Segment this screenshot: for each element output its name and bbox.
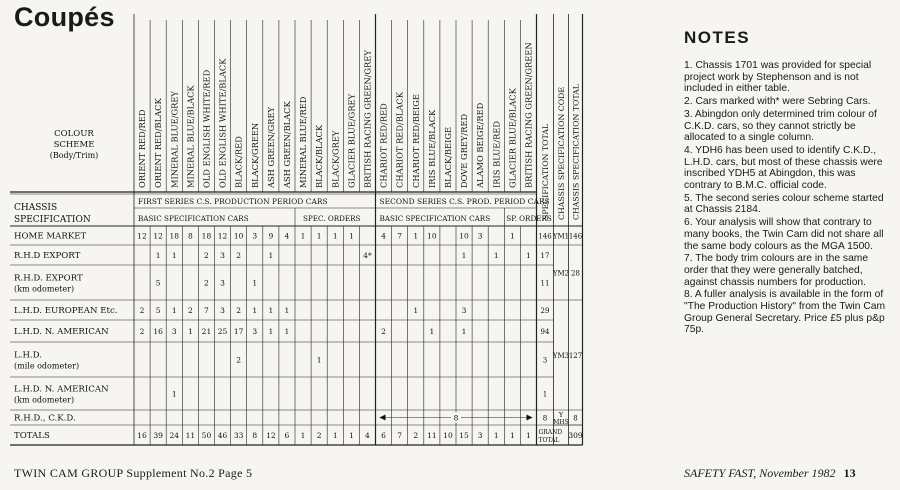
cell-value: 1 (509, 231, 515, 241)
grand-total-label: GRAND (538, 429, 563, 436)
cell-value: 15 (459, 431, 469, 440)
colour-column-header: ORIENT RED/RED (137, 109, 148, 188)
colour-column-header: CHARIOT RED/RED (378, 103, 389, 188)
footer-right (684, 466, 856, 481)
cell-value: 1 (284, 306, 290, 315)
note-item: 3. Abingdon only determined trim colour of C.K.D. cars, so they cannot strictly be allocated to a single column. (684, 108, 877, 144)
arrow-left-icon (380, 415, 386, 421)
cell-value: 3 (477, 431, 483, 440)
cell-value: 18 (201, 231, 212, 241)
row-label: L.H.D. (14, 350, 42, 361)
cell-value: 3 (252, 231, 258, 241)
cell-value: 3 (220, 251, 225, 260)
cell-value: 50 (201, 431, 212, 440)
cell-value: 1 (348, 431, 354, 440)
footer-publication: SAFETY FAST, November 1982 (684, 466, 836, 480)
cell-value: 1 (252, 306, 258, 315)
row-label: R.H.D., C.K.D. (14, 413, 76, 424)
cell-value: 1 (268, 306, 274, 315)
cell-value: 10 (459, 231, 469, 241)
cell-value: 2 (316, 431, 322, 440)
colour-column-header: IRIS BLUE/BLACK (426, 109, 437, 188)
cell-value: 8 (187, 231, 193, 241)
colour-column-header: ASH GREEN/GREY (265, 107, 276, 188)
spec-total-value: 146 (538, 232, 552, 241)
cell-value: 3 (220, 278, 225, 288)
cell-value: 39 (153, 431, 163, 440)
cell-value: 2 (413, 431, 419, 440)
cell-value: 7 (204, 306, 209, 315)
cell-value: 5 (155, 306, 161, 315)
cell-value: 1 (316, 355, 322, 365)
cell-value: 1 (526, 431, 531, 440)
spec-orders-header: SPEC. ORDERS (303, 214, 361, 223)
grand-total-label: TOTAL (538, 437, 560, 444)
spec-total-value: 29 (540, 307, 550, 315)
cell-value: 46 (217, 431, 228, 440)
spec-code: YM2 (552, 269, 570, 278)
colour-column-header: MINERAL BLUE/RED (298, 96, 309, 188)
row-label: TOTALS (14, 431, 50, 441)
row-label: L.H.D. N. AMERICAN (14, 384, 109, 395)
spec-code: Y (558, 411, 564, 419)
cell-value: 24 (169, 431, 180, 440)
row-label: (km odometer) (14, 395, 75, 405)
colour-column-header: IRIS BLUE/RED (491, 120, 502, 188)
cell-value: 4 (381, 231, 386, 241)
cell-value: 12 (266, 431, 276, 440)
cell-value: 6 (381, 431, 386, 440)
total-column-header: SPECIFICATION TOTAL (541, 123, 550, 220)
footer-left: TWIN CAM GROUP Supplement No.2 Page 5 (14, 466, 253, 480)
cell-value: 1 (493, 251, 499, 260)
cell-value: 1 (461, 251, 467, 260)
cell-value: 2 (236, 306, 242, 315)
cell-value: 11 (427, 431, 437, 440)
colour-column-header: OLD ENGLISH WHITE/BLACK (217, 58, 228, 188)
cell-value: 1 (429, 327, 435, 336)
cell-value: 25 (217, 327, 228, 336)
colour-column-header: CHARIOT RED/BEIGE (410, 94, 421, 188)
spec-orders-header: SP. ORDERS (506, 214, 552, 223)
notes-heading: NOTES (684, 28, 751, 47)
cell-value: 3 (220, 306, 225, 315)
spec-total-value: 17 (540, 252, 550, 260)
cell-value: 1 (252, 278, 258, 288)
chassis-total-value: 127 (568, 352, 583, 360)
row-label: (mile odometer) (14, 361, 80, 371)
chassis-spec-label: CHASSIS (14, 203, 58, 213)
colour-column-header: GLACIER BLUE/BLACK (507, 88, 518, 188)
spec-code: MHS (553, 419, 569, 426)
cell-value: 2 (236, 355, 242, 365)
colour-column-header: MINERAL BLUE/BLACK (185, 85, 196, 188)
cell-value: 7 (397, 231, 403, 241)
cell-value: 1 (300, 431, 306, 440)
colour-column-header: ALAMO BEIGE/RED (475, 102, 486, 188)
colour-column-header: GLACIER BLUE/GREY (346, 93, 357, 188)
cell-value: 1 (461, 327, 467, 336)
cell-value: 12 (217, 231, 228, 241)
colour-column-header: BLACK/BLACK (314, 124, 325, 188)
cell-value: 4 (365, 431, 370, 440)
cell-value: 1 (268, 251, 274, 260)
ckd-arrow-value: 8 (453, 413, 459, 423)
cell-value: 10 (427, 231, 437, 241)
cell-value: 1 (413, 231, 419, 241)
row-label: (km odometer) (14, 284, 75, 294)
total-column-header: CHASSIS SPECIFICATION CODE (557, 86, 566, 220)
colour-column-header: MINERAL BLUE/GREY (169, 91, 180, 188)
cell-value: 11 (185, 431, 196, 440)
cell-value: 3 (477, 231, 483, 241)
note-item: 1. Chassis 1701 was provided for special project work by Stephenson and is not included in either table. (684, 60, 872, 95)
note-item: 7. The body trim colours are in the same order that they were generally batched, against chassis numbers for production. (684, 253, 869, 288)
cell-value: 16 (137, 431, 147, 440)
colour-scheme-label: (Body/Trim) (49, 151, 99, 160)
grand-total-value: 309 (568, 431, 583, 440)
cell-value: 1 (171, 306, 177, 315)
cell-value: 8 (252, 431, 258, 440)
cell-value: 4 (284, 231, 290, 241)
cell-value: 1 (526, 251, 531, 260)
colour-column-header: BLACK/GREY (330, 130, 341, 188)
cell-value: 1 (284, 327, 290, 336)
cell-value: 1 (155, 251, 161, 260)
row-label: L.H.D. EUROPEAN Etc. (14, 306, 118, 316)
basic-spec-header: BASIC SPECIFICATION CARS (379, 214, 491, 223)
basic-spec-header: BASIC SPECIFICATION CARS (138, 214, 249, 223)
cell-value: 12 (137, 231, 147, 241)
cell-value: 1 (300, 231, 306, 241)
chassis-total-value: 8 (573, 414, 578, 423)
page-title: Coupés (14, 2, 115, 32)
colour-column-header: BRITISH RACING GREEN/GREY (362, 50, 373, 188)
cell-value: 18 (169, 231, 180, 241)
cell-value: 1 (171, 389, 177, 399)
chassis-total-value: 146 (568, 232, 583, 241)
spec-total-value: 1 (542, 390, 548, 399)
cell-value: 16 (153, 327, 163, 336)
spec-total-value: 11 (540, 279, 550, 288)
note-item: 5. The second series colour scheme started at Chassis 2184. (684, 192, 884, 216)
cell-value: 1 (187, 327, 193, 336)
page-number: 13 (843, 466, 856, 480)
cell-value: 12 (153, 231, 163, 241)
cell-value: 10 (443, 431, 453, 440)
cell-value: 1 (332, 431, 338, 440)
cell-value: 17 (233, 327, 244, 336)
notes-panel (684, 28, 894, 337)
row-label: L.H.D. N. AMERICAN (14, 327, 109, 337)
total-column-header: CHASSIS SPECIFICATION TOTAL (571, 84, 581, 220)
row-label: HOME MARKET (14, 231, 87, 242)
cell-value: 2 (381, 327, 386, 336)
cell-value: 2 (204, 251, 209, 260)
cell-value: 1 (171, 251, 177, 260)
cell-value: 7 (397, 431, 403, 440)
cell-value: 2 (187, 306, 193, 315)
chassis-spec-label: SPECIFICATION (14, 215, 91, 225)
cell-value: 1 (493, 431, 499, 440)
spec-code: YM1 (552, 232, 570, 241)
cell-value: 2 (204, 278, 209, 288)
chassis-total-value: 28 (571, 269, 580, 278)
notes-list (684, 60, 894, 336)
first-series-header: FIRST SERIES C.S. PRODUCTION PERIOD CARS (138, 197, 328, 206)
colour-column-header: BRITISH RACING GREEN/GREEN (523, 42, 534, 188)
colour-column-header: BLACK/GREEN (249, 122, 260, 188)
colour-column-header: OLD ENGLISH WHITE/RED (201, 69, 212, 188)
colour-scheme-label: SCHEME (53, 140, 95, 150)
cell-value: 9 (268, 231, 274, 241)
cell-value: 3 (252, 327, 258, 336)
colour-column-header: BLACK/RED (233, 136, 244, 188)
cell-value: 5 (155, 278, 161, 288)
cell-value: 3 (171, 327, 177, 336)
cell-value: 6 (284, 431, 290, 440)
cell-value: 1 (509, 431, 515, 440)
spec-total-value: 8 (542, 414, 548, 423)
cell-value: 33 (233, 431, 244, 440)
colour-column-header: ASH GREEN/BLACK (281, 101, 292, 188)
note-item: 4. YDH6 has been used to identify C.K.D., L.H.D. cars, but most of these chassis were inscribed YDH5 at Abingdon, this was contrary to B.M.C. official code. (684, 144, 883, 192)
colour-column-header: BLACK/BEIGE (442, 126, 453, 188)
cell-value: 2 (139, 327, 145, 336)
colour-column-header: DOVE GREY/RED (459, 113, 470, 188)
colour-scheme-label: COLOUR (54, 129, 94, 139)
cell-value: 2 (236, 251, 242, 260)
cell-value: 1 (413, 306, 419, 315)
spec-total-value: 94 (540, 328, 550, 336)
cell-value: 1 (332, 231, 338, 241)
colour-column-header: ORIENT RED/BLACK (153, 98, 164, 188)
row-label: R.H.D EXPORT (14, 251, 81, 261)
note-item: 8. A fuller analysis is available in the form of "The Production History" from the Twin Cam Group General Secretary. Price £5 plus p&p 75p. (684, 289, 886, 336)
cell-value: 21 (201, 327, 212, 336)
spec-code: YM3 (552, 352, 570, 360)
cell-value: 1 (348, 231, 354, 241)
row-label: R.H.D. EXPORT (14, 273, 83, 284)
cell-value: 3 (461, 306, 467, 315)
cell-value: 1 (268, 327, 274, 336)
note-item: 2. Cars marked with* were Sebring Cars. (684, 96, 871, 108)
cell-value: 4* (363, 251, 372, 260)
cell-value: 2 (139, 306, 145, 315)
cell-value: 10 (233, 231, 244, 241)
note-item: 6. Your analysis will show that contrary to many books, the Twin Cam did not share all the same body colours as the MGA 1500. (684, 217, 884, 252)
spec-total-value: 3 (542, 356, 548, 365)
production-table (10, 14, 676, 452)
cell-value: 1 (316, 231, 322, 241)
second-series-header: SECOND SERIES C.S. PROD. PERIOD CARS (379, 197, 550, 206)
arrow-right-icon (527, 415, 533, 421)
colour-column-header: CHARIOT RED/BLACK (394, 92, 405, 188)
